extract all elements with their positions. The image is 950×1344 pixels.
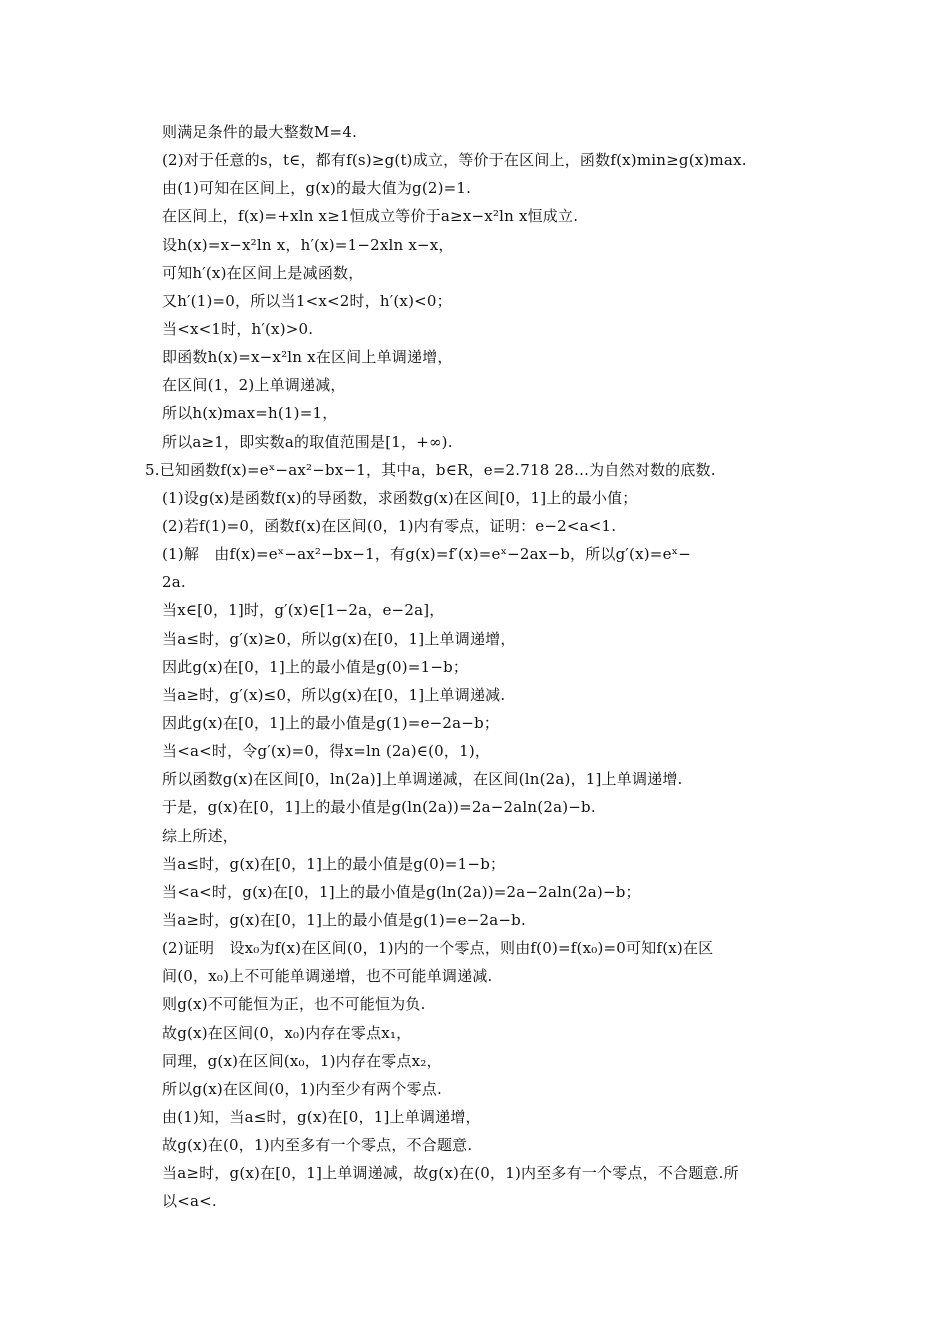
- text-line: (2)证明 设x₀为f(x)在区间(0，1)内的一个零点，则由f(0)=f(x₀)=0可知f(x)在区: [162, 939, 714, 958]
- text-line: 可知h′(x)在区间上是减函数，: [162, 263, 364, 282]
- document-body: [0, 118, 950, 1215]
- text-line: 当<a<时，令g′(x)=0，得x=ln (2a)∈(0，1)，: [162, 742, 491, 761]
- text-line: (1)设g(x)是函数f(x)的导函数，求函数g(x)在区间[0，1]上的最小值；: [162, 488, 638, 507]
- text-line: 以<a<.: [162, 1192, 217, 1211]
- text-line: 在区间上，f(x)=+xln x≥1恒成立等价于a≥x−x²ln x恒成立.: [162, 207, 579, 226]
- text-line: 当a≤时，g(x)在[0，1]上的最小值是g(0)=1−b；: [162, 854, 506, 873]
- text-line: (2)若f(1)=0，函数f(x)在区间(0，1)内有零点，证明：e−2<a<1.: [162, 516, 617, 535]
- text-line: 又h′(1)=0，所以当1<x<2时，h′(x)<0；: [162, 291, 452, 310]
- text-line: 当a≥时，g(x)在[0，1]上的最小值是g(1)=e−2a−b.: [162, 910, 526, 929]
- text-line: 间(0，x₀)上不可能单调递增，也不可能单调递减.: [162, 967, 493, 986]
- text-line: 同理，g(x)在区间(x₀，1)内存在零点x₂，: [162, 1051, 442, 1070]
- text-line: 当a≤时，g′(x)≥0，所以g(x)在[0，1]上单调递增，: [162, 629, 516, 648]
- text-line: 2a.: [162, 573, 186, 592]
- text-line: 5.已知函数f(x)=eˣ−ax²−bx−1，其中a，b∈R，e=2.718 28…为自然对数的底数.: [145, 460, 716, 479]
- text-line: 于是，g(x)在[0，1]上的最小值是g(ln(2a))=2a−2aln(2a)−b.: [162, 798, 596, 817]
- text-line: 则满足条件的最大整数M=4.: [162, 123, 358, 141]
- text-line: (1)解 由f(x)=eˣ−ax²−bx−1，有g(x)=f′(x)=eˣ−2ax−b，所以g′(x)=eˣ−: [162, 545, 691, 564]
- text-line: 当a≥时，g(x)在[0，1]上单调递减，故g(x)在(0，1)内至多有一个零点，不合题意.所: [162, 1164, 739, 1183]
- text-line: 当<a<时，g(x)在[0，1]上的最小值是g(ln(2a))=2a−2aln(2a)−b；: [162, 882, 641, 901]
- text-line: 故g(x)在(0，1)内至多有一个零点，不合题意.: [162, 1136, 473, 1155]
- text-line: 综上所述，: [162, 826, 239, 845]
- text-line: 所以h(x)max=h(1)=1，: [162, 404, 338, 423]
- text-line: 当a≥时，g′(x)≤0，所以g(x)在[0，1]上单调递减.: [162, 685, 506, 704]
- text-line: 由(1)知，当a≤时，g(x)在[0，1]上单调递增，: [162, 1107, 481, 1126]
- text-line: 故g(x)在区间(0，x₀)内存在零点x₁，: [162, 1023, 412, 1042]
- text-line: 因此g(x)在[0，1]上的最小值是g(1)=e−2a−b；: [162, 713, 500, 732]
- text-line: 当x∈[0，1]时，g′(x)∈[1−2a，e−2a]，: [162, 601, 445, 620]
- text-line: 所以函数g(x)在区间[0，ln(2a)]上单调递减，在区间(ln(2a)，1]上单调递增.: [162, 770, 683, 789]
- text-line: 所以a≥1，即实数a的取值范围是[1，+∞).: [162, 432, 453, 451]
- text-line: 由(1)可知在区间上，g(x)的最大值为g(2)=1.: [162, 179, 472, 198]
- text-line: 在区间(1，2)上单调递减，: [162, 376, 346, 395]
- text-line: 当<x<1时，h′(x)>0.: [162, 319, 314, 338]
- text-line: 即函数h(x)=x−x²ln x在区间上单调递增，: [162, 348, 453, 367]
- text-line: 因此g(x)在[0，1]上的最小值是g(0)=1−b；: [162, 657, 469, 676]
- text-line: 设h(x)=x−x²ln x，h′(x)=1−2xln x−x，: [162, 235, 454, 254]
- text-line: 则g(x)不可能恒为正，也不可能恒为负.: [162, 995, 426, 1014]
- text-line: (2)对于任意的s，t∈，都有f(s)≥g(t)成立，等价于在区间上，函数f(x)min≥g(x)max.: [162, 151, 747, 170]
- text-line: 所以g(x)在区间(0，1)内至少有两个零点.: [162, 1079, 442, 1098]
